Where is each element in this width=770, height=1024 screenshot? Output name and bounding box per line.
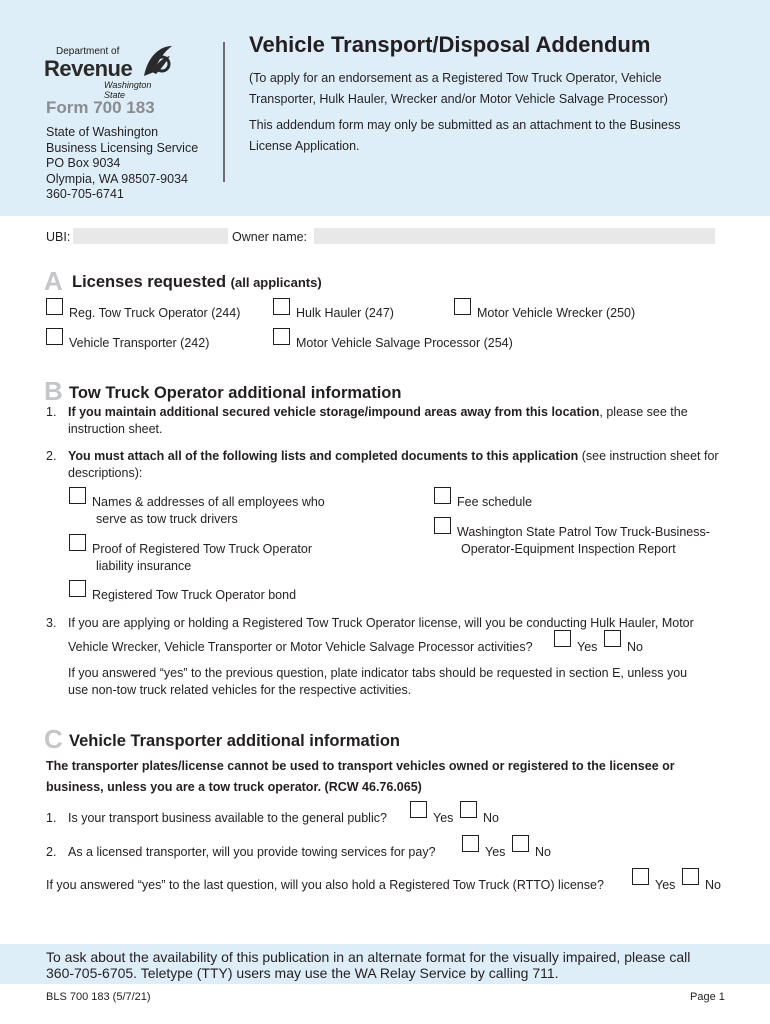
section-b-q3-number: 3. xyxy=(46,616,57,630)
vehicle-transporter-label: Vehicle Transporter (242) xyxy=(69,336,210,350)
section-c-q1-yes-checkbox[interactable] xyxy=(410,801,427,818)
owner-name-field[interactable] xyxy=(314,228,715,244)
logo-state-text: Washington State xyxy=(104,80,152,100)
section-c-q1-no-checkbox[interactable] xyxy=(460,801,477,818)
section-c-letter: C xyxy=(44,724,63,754)
section-c-q1-no-label: No xyxy=(483,811,499,825)
form-number: Form 700 183 xyxy=(46,98,155,117)
section-b-q3-note-line: use non-tow truck related vehicles for the respective activities. xyxy=(68,683,412,697)
liability-insurance-label-line: liability insurance xyxy=(96,559,192,573)
section-c-warning-line: The transporter plates/license cannot be used to transport vehicles owned or registered to the licensee or xyxy=(46,759,675,773)
section-b-letter: B xyxy=(44,376,63,406)
section-b-q3-no-label: No xyxy=(627,640,643,654)
hulk-hauler-checkbox[interactable] xyxy=(273,298,290,315)
employees-list-label xyxy=(92,494,325,528)
section-c-q1-number: 1. xyxy=(46,811,57,825)
section-b-q1 xyxy=(68,404,738,438)
ubi-label: UBI: xyxy=(46,230,71,244)
motor-vehicle-wrecker-label: Motor Vehicle Wrecker (250) xyxy=(477,306,636,320)
operator-bond-checkbox[interactable] xyxy=(69,580,86,597)
section-b-q1-line2: instruction sheet. xyxy=(68,422,163,436)
section-c-q3-yes-checkbox[interactable] xyxy=(632,868,649,885)
section-b-q2-bold: You must attach all of the following lists and completed documents to this application xyxy=(68,449,579,463)
address-line: Olympia, WA 98507-9034 xyxy=(46,171,188,186)
logo-dept-text: Department of xyxy=(56,46,120,57)
page-subtitle: (To apply for an endorsement as a Registered Tow Truck Operator, Vehicle Transporter, Hulk Hauler, Wrecker and/or Motor Vehicle Salvage Processor) xyxy=(249,71,668,106)
fee-schedule-checkbox[interactable] xyxy=(434,487,451,504)
section-b-q2-line2: descriptions): xyxy=(68,466,143,480)
section-b-q3-note-line: If you answered “yes” to the previous question, plate indicator tabs should be requested in section E, unless you xyxy=(68,666,688,680)
address-line: Business Licensing Service xyxy=(46,140,199,155)
section-c-q1-yes-label: Yes xyxy=(433,811,454,825)
section-b-q1-bold: If you maintain additional secured vehicle storage/impound areas away from this location xyxy=(68,405,600,419)
section-a-letter: A xyxy=(44,266,63,296)
section-c-q2-no-checkbox[interactable] xyxy=(512,835,529,852)
section-c-q2-yes-checkbox[interactable] xyxy=(462,835,479,852)
section-b-q3-line1: If you are applying or holding a Registered Tow Truck Operator license, will you be conducting Hulk Hauler, Motor xyxy=(68,616,694,630)
tow-truck-operator-checkbox[interactable] xyxy=(46,298,63,315)
mailing-address xyxy=(46,125,198,203)
address-line: PO Box 9034 xyxy=(46,156,121,171)
section-c-q2: As a licensed transporter, will you provide towing services for pay? xyxy=(68,845,436,859)
section-b-q1-number: 1. xyxy=(46,405,57,419)
address-line: State of Washington xyxy=(46,125,159,139)
section-b-q2-rest: (see instruction sheet for xyxy=(578,449,719,463)
submission-note: This addendum form may only be submitted as an attachment to the Business License Application. xyxy=(249,118,681,153)
section-c-q2-yes-label: Yes xyxy=(485,845,506,859)
section-b-q1-rest: , please see the xyxy=(599,405,688,419)
vehicle-transporter-checkbox[interactable] xyxy=(46,328,63,345)
section-b-q2-number: 2. xyxy=(46,449,57,463)
section-c-warning xyxy=(46,756,736,798)
section-a-subtitle: (all applicants) xyxy=(230,275,322,290)
section-c-title: Vehicle Transporter additional information xyxy=(69,732,400,750)
accessibility-notice-line: 360-705-6705. Teletype (TTY) users may use the WA Relay Service by calling 711. xyxy=(46,965,559,981)
section-b-title: Tow Truck Operator additional information xyxy=(69,384,402,402)
logo-revenue-text: Revenue xyxy=(44,56,133,81)
tow-truck-operator-label: Reg. Tow Truck Operator (244) xyxy=(69,306,241,320)
employees-list-checkbox[interactable] xyxy=(69,487,86,504)
section-c-q3-yes-label: Yes xyxy=(655,878,676,892)
section-b-q3-note xyxy=(68,665,738,699)
section-c-q2-no-label: No xyxy=(535,845,551,859)
wsp-inspection-checkbox[interactable] xyxy=(434,517,451,534)
ubi-field[interactable] xyxy=(73,228,228,244)
accessibility-notice-line: To ask about the availability of this publication in an alternate format for the visually impaired, please call xyxy=(46,949,691,965)
liability-insurance-label-line: Proof of Registered Tow Truck Operator xyxy=(92,542,313,556)
accessibility-notice xyxy=(46,949,726,981)
section-b-q3-yes-label: Yes xyxy=(577,640,598,654)
page-title: Vehicle Transport/Disposal Addendum xyxy=(249,32,651,57)
salvage-processor-label: Motor Vehicle Salvage Processor (254) xyxy=(296,336,513,350)
fee-schedule-label: Fee schedule xyxy=(457,495,533,509)
wsp-inspection-label xyxy=(457,524,710,558)
operator-bond-label: Registered Tow Truck Operator bond xyxy=(92,588,297,602)
form-code: BLS 700 183 (5/7/21) xyxy=(46,991,151,1003)
section-c-q3-no-label: No xyxy=(705,878,721,892)
section-c-q1: Is your transport business available to the general public? xyxy=(68,811,387,825)
section-c-q3: If you answered “yes” to the last question, will you also hold a Registered Tow Truck (RTTO) license? xyxy=(46,878,604,892)
section-b-q3-no-checkbox[interactable] xyxy=(604,630,621,647)
section-b-q2 xyxy=(68,448,738,482)
phone-number: 360-705-6741 xyxy=(46,187,124,202)
liability-insurance-label xyxy=(92,541,312,575)
section-c-q2-number: 2. xyxy=(46,845,57,859)
section-a-title xyxy=(72,273,322,292)
employees-list-label-line: serve as tow truck drivers xyxy=(96,512,238,526)
dor-logo xyxy=(44,42,174,100)
salvage-processor-checkbox[interactable] xyxy=(273,328,290,345)
section-c-warning-line: business, unless you are a tow truck operator. (RCW 46.76.065) xyxy=(46,780,422,794)
liability-insurance-checkbox[interactable] xyxy=(69,534,86,551)
section-a-title-text: Licenses requested xyxy=(72,273,227,291)
page-number: Page 1 xyxy=(690,991,725,1003)
header-divider xyxy=(223,42,225,182)
owner-name-label: Owner name: xyxy=(232,230,308,244)
section-b-q3-yes-checkbox[interactable] xyxy=(554,630,571,647)
wsp-inspection-label-line: Washington State Patrol Tow Truck-Business- xyxy=(457,525,710,539)
section-b-q3-line2: Vehicle Wrecker, Vehicle Transporter or Motor Vehicle Salvage Processor activities? xyxy=(68,640,533,654)
wa-revenue-swoosh-icon xyxy=(140,42,174,78)
hulk-hauler-label: Hulk Hauler (247) xyxy=(296,306,394,320)
wsp-inspection-label-line: Operator-Equipment Inspection Report xyxy=(461,542,676,556)
section-c-q3-no-checkbox[interactable] xyxy=(682,868,699,885)
employees-list-label-line: Names & addresses of all employees who xyxy=(92,495,325,509)
motor-vehicle-wrecker-checkbox[interactable] xyxy=(454,298,471,315)
